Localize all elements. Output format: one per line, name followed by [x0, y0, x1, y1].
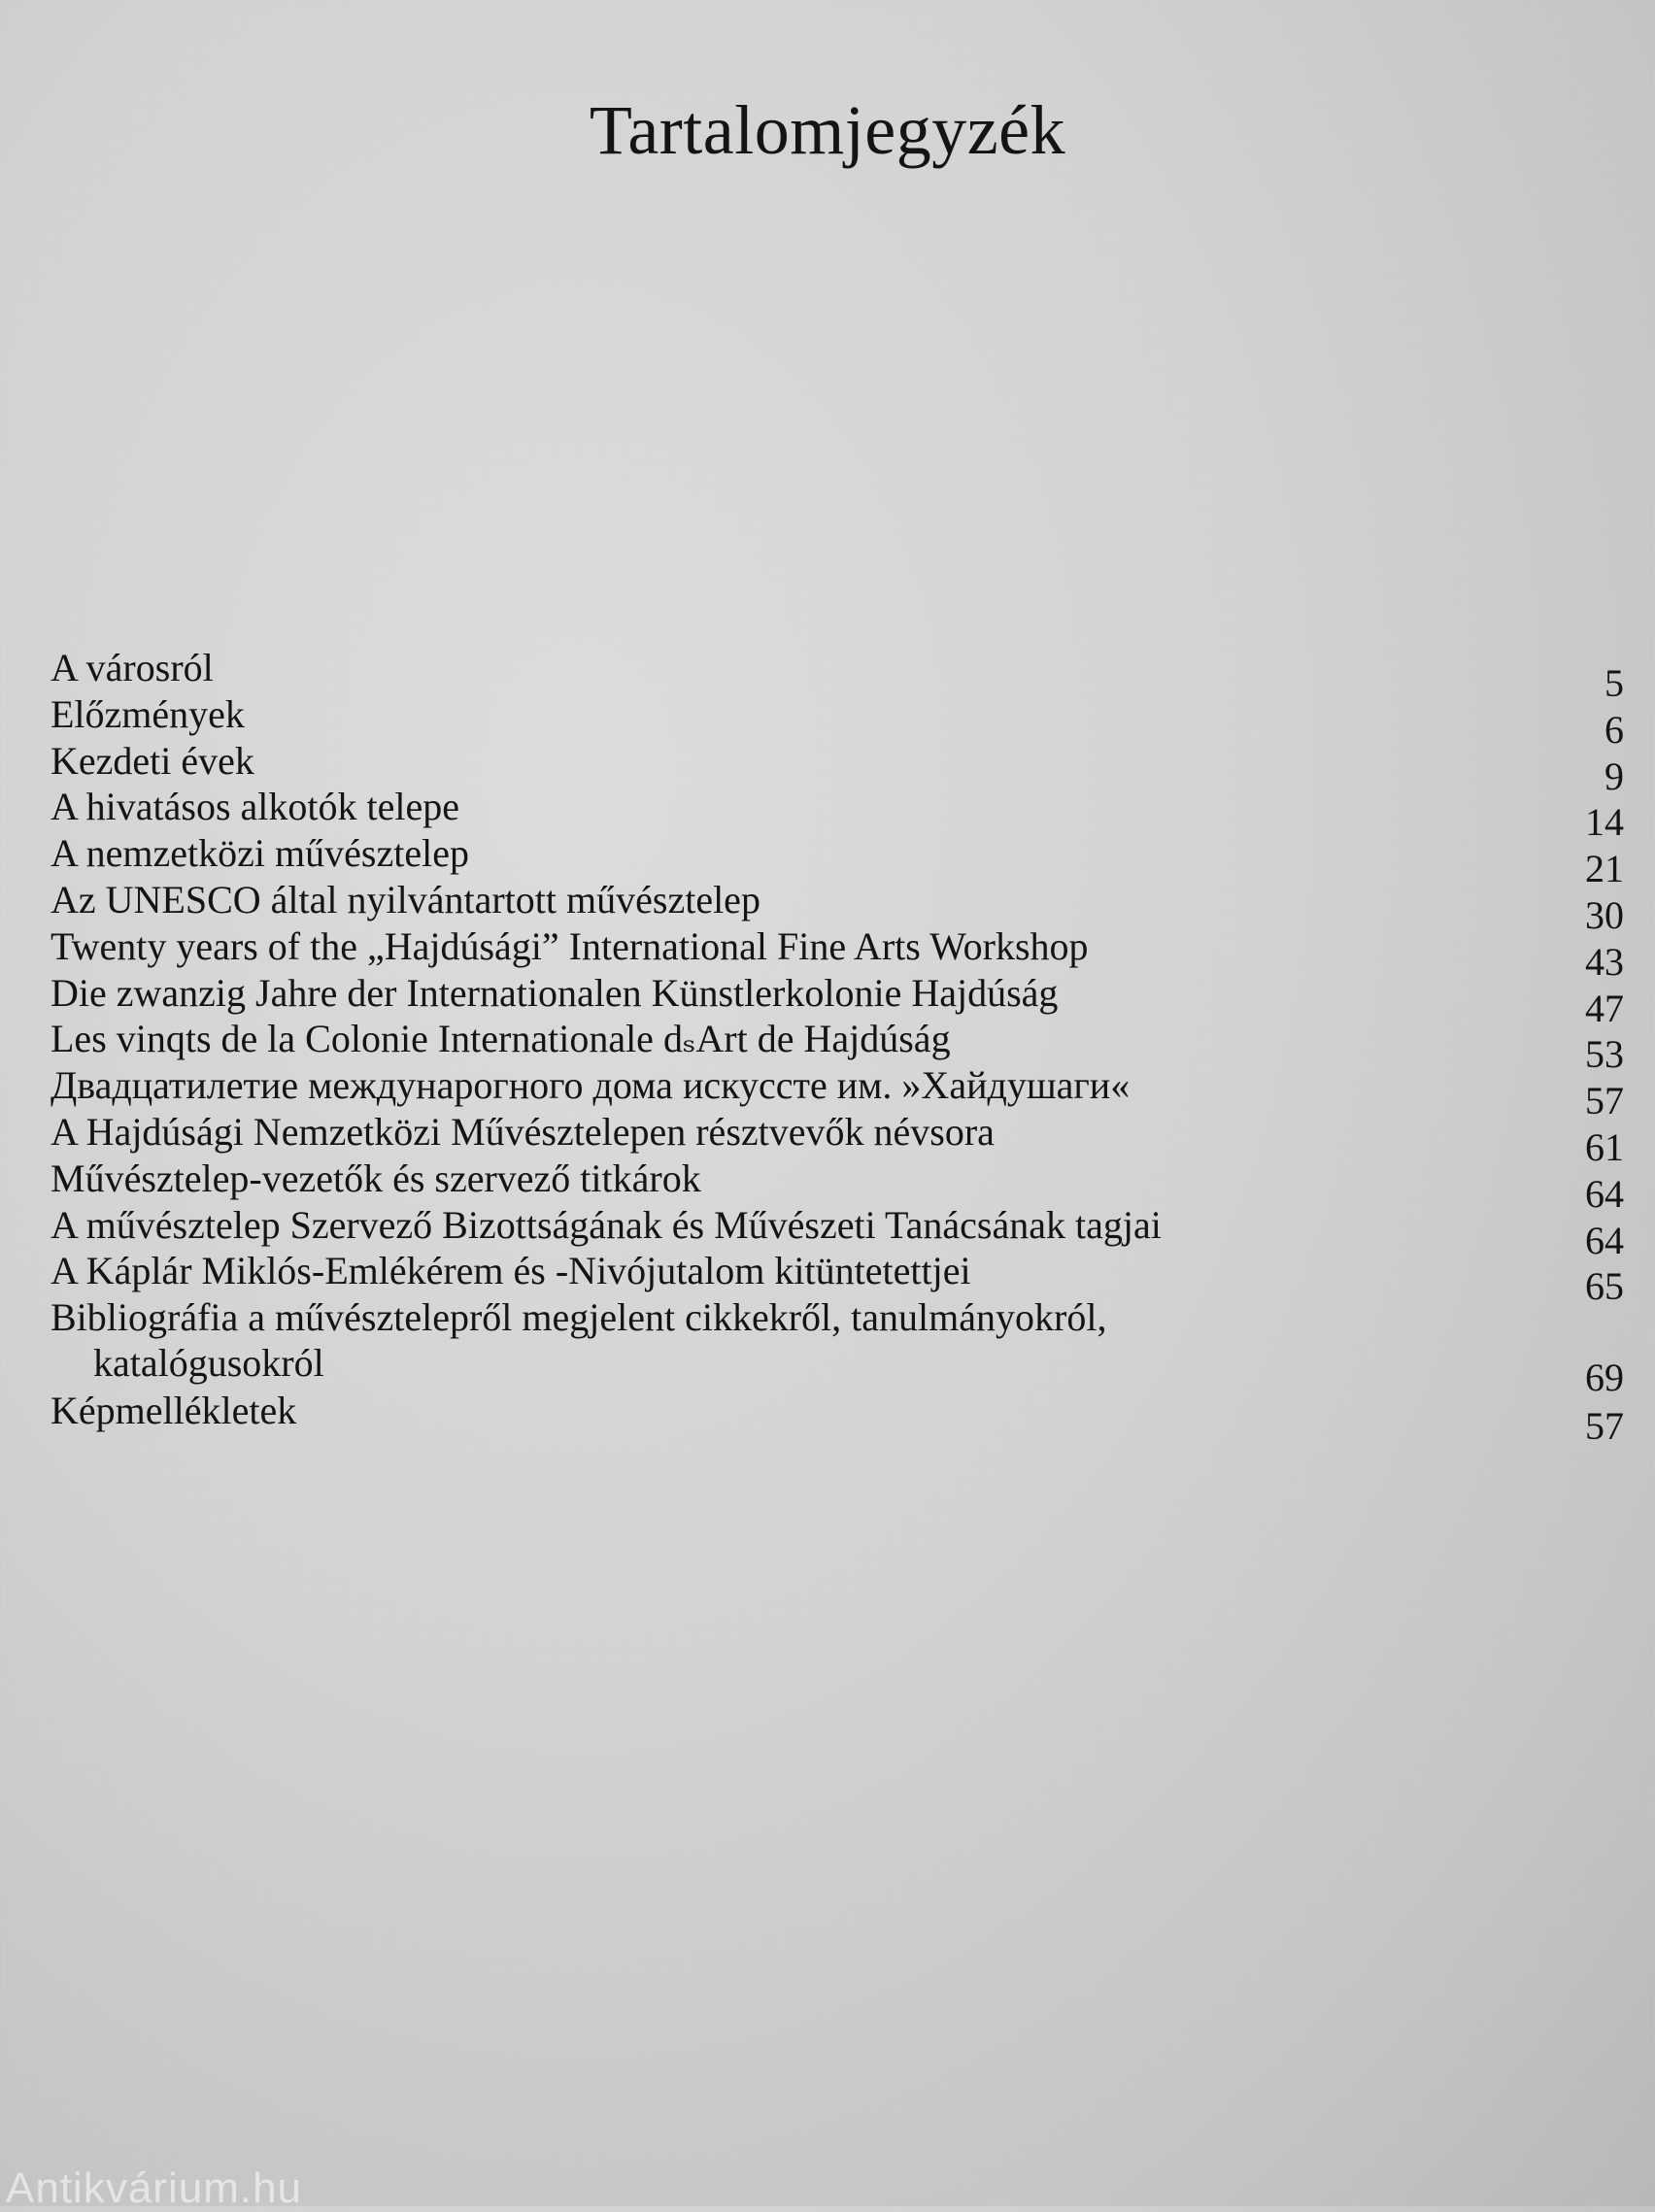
toc-entry-page: 57: [1585, 1403, 1624, 1448]
toc-entry-page: 5: [1604, 661, 1624, 705]
page-title: Tartalomjegyzék: [589, 91, 1066, 169]
toc-entry-page: 21: [1585, 847, 1624, 891]
table-of-contents: [51, 645, 1624, 1448]
toc-entry: [51, 1062, 1624, 1123]
toc-entry-page: 53: [1585, 1032, 1624, 1077]
toc-entry: [51, 970, 1624, 1030]
toc-entry-label: Képmellékletek: [51, 1388, 297, 1432]
watermark-text: Antikvárium.hu: [6, 2164, 303, 2212]
toc-entry-label: Előzmények: [51, 691, 245, 736]
toc-entry: [51, 1202, 1624, 1262]
toc-entry-page: 61: [1585, 1124, 1624, 1169]
toc-entry: [51, 877, 1624, 937]
toc-entry-page: 14: [1585, 800, 1624, 845]
toc-entry-label: Twenty years of the „Hajdúsági” International Fine Arts Workshop: [51, 923, 1089, 968]
toc-entry-page: 69: [1585, 1356, 1624, 1400]
toc-entry: [51, 1248, 1624, 1309]
toc-entry-page: 43: [1585, 939, 1624, 984]
toc-entry: [51, 1016, 1624, 1077]
toc-entry-label: A művésztelep Szervező Bizottságának és Művészeti Tanácsának tagjai: [51, 1202, 1162, 1247]
toc-entry-label: Двадцатилетие междунарогного дома искуссте им. »Хайдушаги«: [51, 1063, 1131, 1108]
toc-entry: [51, 691, 1624, 752]
toc-entry-label: Az UNESCO által nyilvántartott művésztelep: [51, 877, 760, 922]
toc-entry-label: A nemzetközi művésztelep: [51, 831, 469, 876]
toc-entry: [51, 738, 1624, 798]
toc-entry: [51, 784, 1624, 845]
toc-entry-page: 9: [1604, 754, 1624, 798]
toc-entry-label: A hivatásos alkotók telepe: [51, 785, 460, 829]
toc-entry-page: 47: [1585, 986, 1624, 1030]
toc-entry: [51, 1156, 1624, 1216]
toc-entry-label: A Káplár Miklós-Emlékérem és -Nivójutalom kitüntetettjei: [51, 1249, 971, 1293]
toc-entry-label: Les vinqts de la Colonie Internationale dₛArt de Hajdúság: [51, 1017, 951, 1061]
toc-entry: [51, 830, 1624, 891]
toc-entry-page: 30: [1585, 892, 1624, 937]
toc-entry-page: 65: [1585, 1264, 1624, 1309]
toc-entry-page: 6: [1604, 707, 1624, 752]
toc-entry-label-group: [51, 1294, 1459, 1386]
toc-entry: [51, 1109, 1624, 1169]
toc-entry: [51, 1388, 1624, 1448]
toc-entry-label: A városról: [51, 646, 214, 689]
toc-entry-label-continuation: katalógusokról: [93, 1341, 324, 1386]
toc-entry-label: Kezdeti évek: [51, 738, 254, 783]
toc-entry-label: A Hajdúsági Nemzetközi Művésztelepen résztvevők névsora: [51, 1109, 995, 1154]
toc-entry-page: 64: [1585, 1171, 1624, 1216]
toc-entry-label: Bibliográfia a művésztelepről megjelent cikkekről, tanulmányokról,: [51, 1295, 1107, 1340]
toc-entry: [51, 923, 1624, 984]
toc-entry-label: Művésztelep-vezetők és szervező titkárok: [51, 1156, 701, 1200]
toc-entry-page: 64: [1585, 1218, 1624, 1262]
toc-entry-page: 57: [1585, 1079, 1624, 1123]
toc-entry: [51, 645, 1624, 705]
toc-entry: [51, 1294, 1624, 1400]
toc-entry-label: Die zwanzig Jahre der Internationalen Künstlerkolonie Hajdúság: [51, 970, 1059, 1015]
